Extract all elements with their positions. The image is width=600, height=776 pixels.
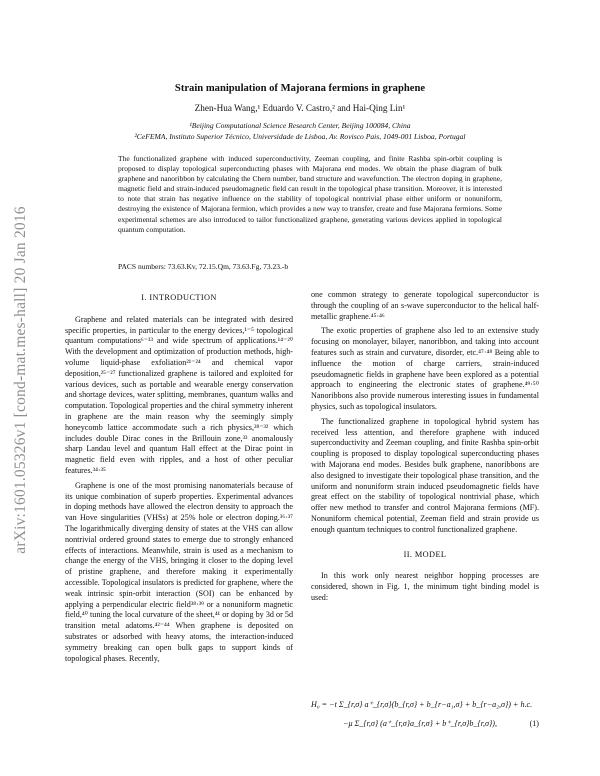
paragraph: In this work only nearest neighbor hopping processes are considered, shown in Fig. 1, the minimum tight binding model is used: — [311, 571, 539, 602]
affiliation-1: ¹Beijing Computational Science Research Center, Beijing 100084, China — [189, 121, 411, 130]
author-list: Zhen-Hua Wang,¹ Eduardo V. Castro,² and Hai-Qing Lin¹ — [194, 103, 406, 113]
section-heading-model: II. MODEL — [403, 549, 447, 559]
paragraph: The functionalized graphene in topological hybrid system has received less attention, and therefore graphene with induced superconductivity and Zeeman coupling, and finite Rashba spin-orbit coupling is proposed to display topological superconducting phases with Majorana end modes. Besides bulk graphene, nanoribbons are also designed to investigate their topological phase transition, and the uniform and nonuniform strain induced pseudomagnetic fields have great effect on the stability of topological nontrivial phase, which offer new method to transfer and control Majorana fermions (MF). Nonuniform chemical potential, Zeeman field and strain provide us enough quantum techniques to control functionalized graphene. — [311, 416, 539, 534]
right-column — [311, 290, 539, 608]
paragraph: Graphene is one of the most promising nanomaterials because of its unique combination of superb properties. Experimental advances in doping methods have allowed the electron density to approach the van Hove singularities (VHSs) at 25% hole or electron doping.³⁶·³⁷ The logarithmically diverging density of states at the VHS can allow nontrivial ordered ground states to emerge due to strongly enhanced effects of interactions. Meanwhile, strain is used as a mechanism to change the energy of the VHS, bringing it closer to the doping level of pristine graphene, and therefore making it experimentally accessible. Topological insulators is predicted for graphene, where the weak intrinsic spin-orbit interaction (SOI) can be enhanced by applying a perpendicular electric field³⁸·³⁹ or a nonuniform magnetic field,⁴⁰ tuning the local curvature of the sheet,⁴¹ or doping by 3d or 5d transition metal adatoms.⁴²⁻⁴⁴ When graphene is deposited on substrates or adsorbed with heavy atoms, the interaction-induced symmetry breaking can open bulk gaps to support kinds of topological phases. Recently, — [65, 480, 293, 663]
equation-number: (1) — [529, 719, 539, 728]
equation-1 — [311, 695, 539, 733]
equation-line-1: H₀ = −t Σ_{r,σ} a⁺_{r,σ}(b_{r,σ} + b_{r−a₁,σ} + b_{r−a₂,σ}) + h.c. — [311, 700, 533, 709]
paragraph: The exotic properties of graphene also led to an extensive study focusing on monolayer, bilayer, nanoribbon, and taking into account features such as strain and curvature, disorder, etc.⁴⁷·⁴⁸ Being able to influence the motion of charge carriers, strain-induced pseudomagnetic fields in graphene have been explored as a potential approach to engineering the electronic states of graphene.⁴⁹·⁵⁰ Nanoribbons also provide numerous interesting issues in fundamental physics, such as topological insulators. — [311, 326, 539, 411]
abstract: The functionalized graphene with induced superconductivity, Zeeman coupling, and finite Rashba spin-orbit coupling is proposed to display topological superconducting phases with Majorana end modes. We obtain the phase diagram of bulk graphene and nanoribbon by calculating the Chern number, band structure and wavefunction. The electron doping in graphene, magnetic field and strain-induced pseudomagnetic field can result in the topological phase transition. Moreover, it is interested to note that strain has negative influence on the stability of topological nontrivial phase either uniform or nonuniform, destroying the existence of Majorana fermion, which provides a new way to transfer, create and fuse Majorana fermions. Some experimental schemes are also introduced to tailor functionalized graphene, generating various devices applied in topological quantum computation. — [118, 154, 502, 234]
arxiv-id-text: arXiv:1601.05326v1 [cond-mat.mes-hall] 20 Jan 2016 — [12, 206, 29, 554]
affiliation-2: ²CeFEMA, Instituto Superior Técnico, Universidade de Lisboa, Av. Rovisco Pais, 1049-001 Lisboa, Portugal — [134, 132, 466, 141]
arxiv-identifier-stamp — [10, 180, 32, 580]
paper-title: Strain manipulation of Majorana fermions in graphene — [174, 83, 426, 94]
equation-line-2: −μ Σ_{r,σ} (a⁺_{r,σ}a_{r,σ} + b⁺_{r,σ}b_{r,σ}), — [343, 719, 497, 728]
paragraph: Graphene and related materials can be integrated with desired specific properties, in particular to the energy devices,¹⁻⁵ topological quantum computations⁶⁻¹³ and wide spectrum of applications.¹⁴⁻²⁰ With the development and optimization of production methods, high-volume liquid-phase exfoliation²¹⁻²⁴ and chemical vapor deposition,²⁵⁻²⁷ functionalized graphene is tailored and exploited for various devices, such as portable and wearable energy conservation and shortage devices, water splitting, membranes, quantum walks and computation. Topological properties and the chiral symmetry inherent in graphene are the main reason why the seemingly simply honeycomb lattice accommodate such a rich physics,²⁸⁻³² which includes double Dirac cones in the Brillouin zone,³³ anomalously sharp Landau level and quantum Hall effect at the Dirac point in magnetic field even with ripples, and a host of other peculiar features.³⁴·³⁵ — [65, 314, 293, 475]
section-heading-introduction: I. INTRODUCTION — [141, 293, 217, 302]
pacs-numbers: PACS numbers: 73.63.Kv, 72.15.Qm, 73.63.Fg, 73.23.-b — [118, 262, 289, 271]
left-column — [65, 290, 293, 668]
paragraph: one common strategy to generate topological superconductor is through the coupling of an s-wave superconductor to the helical half-metallic graphene.⁴⁵·⁴⁶ — [311, 290, 539, 321]
